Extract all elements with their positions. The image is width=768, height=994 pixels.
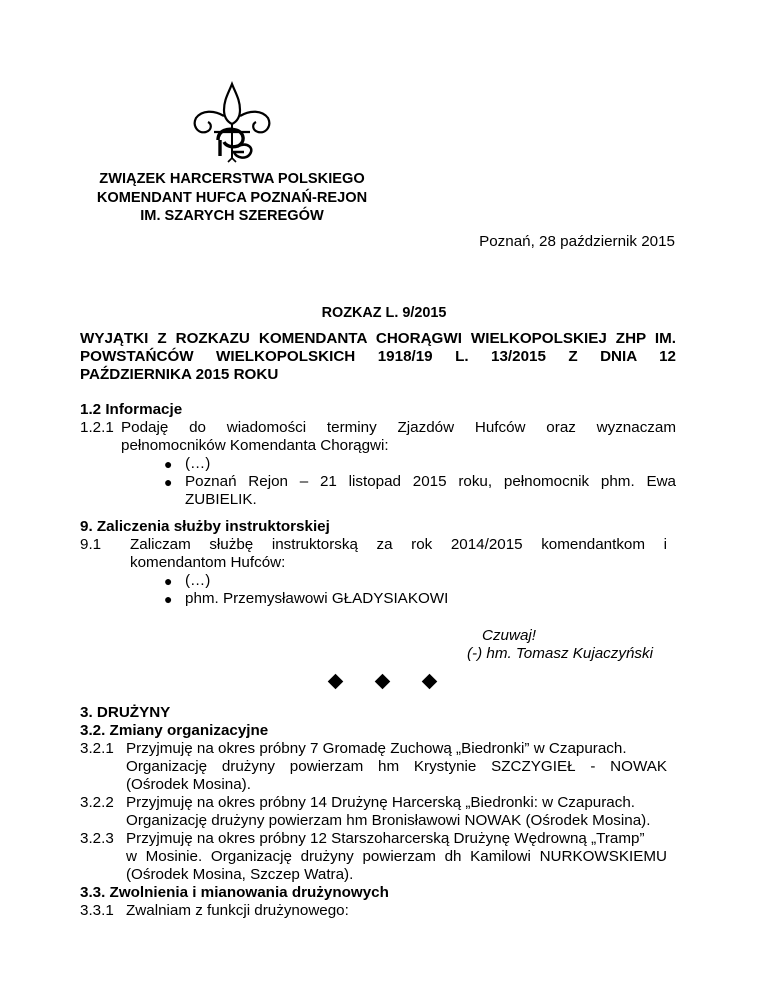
paragraph-line: Organizację drużyny powierzam hm Bronisławowi NOWAK (Ośrodek Mosina). (126, 812, 651, 829)
paragraph-line: Przyjmuję na okres próbny 7 Gromadę Zuchową „Biedronki” w Czapurach. (126, 740, 627, 757)
order-title: ROZKAZ L. 9/2015 (321, 305, 447, 321)
paragraph-line: Zaliczam służbę instruktorską za rok 2014/2015 komendantkom i (130, 536, 667, 553)
zhp-lily-emblem-icon (188, 80, 276, 164)
paragraph-line: Organizację drużyny powierzam hm Krystynie SZCZYGIEŁ - NOWAK (126, 758, 667, 775)
section-heading-zaliczenia: 9. Zaliczenia służby instruktorskiej (80, 518, 330, 535)
paragraph-line: pełnomocników Komendanta Chorągwi: (121, 437, 389, 454)
organization-header (80, 170, 384, 226)
excerpt-title-line-2: POWSTAŃCÓW WIELKOPOLSKICH 1918/19 L. 13/2015 Z DNIA 12 (80, 348, 676, 365)
org-name: ZWIĄZEK HARCERSTWA POLSKIEGO (99, 171, 365, 187)
paragraph-line: (Ośrodek Mosina, Szczep Watra). (126, 866, 354, 883)
bullet-icon: ● (164, 456, 173, 472)
list-item: ● phm. Przemysławowi GŁADYSIAKOWI (164, 590, 449, 607)
excerpt-title-line-1: WYJĄTKI Z ROZKAZU KOMENDANTA CHORĄGWI WIELKOPOLSKIEJ ZHP IM. (80, 330, 676, 347)
section-heading-druzyny: 3. DRUŻYNY (80, 704, 171, 721)
paragraph-line: Podaję do wiadomości terminy Zjazdów Hufców oraz wyznaczam (121, 419, 676, 436)
item-number: 3.3.1 (80, 902, 114, 919)
separator-diamond-icon (422, 674, 438, 690)
separator-diamond-icon (375, 674, 391, 690)
list-item: ● (…) (164, 455, 211, 472)
separator-diamond-icon (328, 674, 344, 690)
subsection-heading: 3.2. Zmiany organizacyjne (80, 722, 269, 739)
paragraph-line: komendantom Hufców: (130, 554, 286, 571)
paragraph-line: Przyjmuję na okres próbny 12 Starszoharcerską Drużynę Wędrowną „Tramp” (126, 830, 645, 847)
item-number: 1.2.1 (80, 419, 114, 436)
item-number: 3.2.3 (80, 830, 114, 847)
list-item-text: Poznań Rejon – 21 listopad 2015 roku, pełnomocnik phm. Ewa (185, 473, 676, 490)
paragraph-line: Zwalniam z funkcji drużynowego: (126, 902, 349, 919)
org-patron: IM. SZARYCH SZEREGÓW (140, 208, 324, 224)
paragraph-line: Przyjmuję na okres próbny 14 Drużynę Harcerską „Biedronki: w Czapurach. (126, 794, 635, 811)
bullet-icon: ● (164, 474, 173, 490)
bullet-icon: ● (164, 573, 173, 589)
org-unit: KOMENDANT HUFCA POZNAŃ-REJON (96, 189, 368, 206)
section-heading-informacje: 1.2 Informacje (80, 401, 183, 418)
signature-greeting: Czuwaj! (482, 627, 537, 644)
item-number: 9.1 (80, 536, 102, 553)
bullet-icon: ● (164, 591, 173, 607)
paragraph-line: (Ośrodek Mosina). (126, 776, 251, 793)
item-number: 3.2.2 (80, 794, 114, 811)
signature-name: (-) hm. Tomasz Kujaczyński (467, 645, 653, 662)
list-item: ● (…) (164, 572, 211, 589)
excerpt-title-line-3: PAŹDZIERNIKA 2015 ROKU (80, 366, 279, 383)
subsection-heading: 3.3. Zwolnienia i mianowania drużynowych (80, 884, 389, 901)
item-number: 3.2.1 (80, 740, 114, 757)
document-date: Poznań, 28 październik 2015 (479, 233, 675, 250)
paragraph-line: w Mosinie. Organizację drużyny powierzam dh Kamilowi NURKOWSKIEMU (126, 848, 667, 865)
list-item-text: ZUBIELIK. (185, 491, 257, 508)
